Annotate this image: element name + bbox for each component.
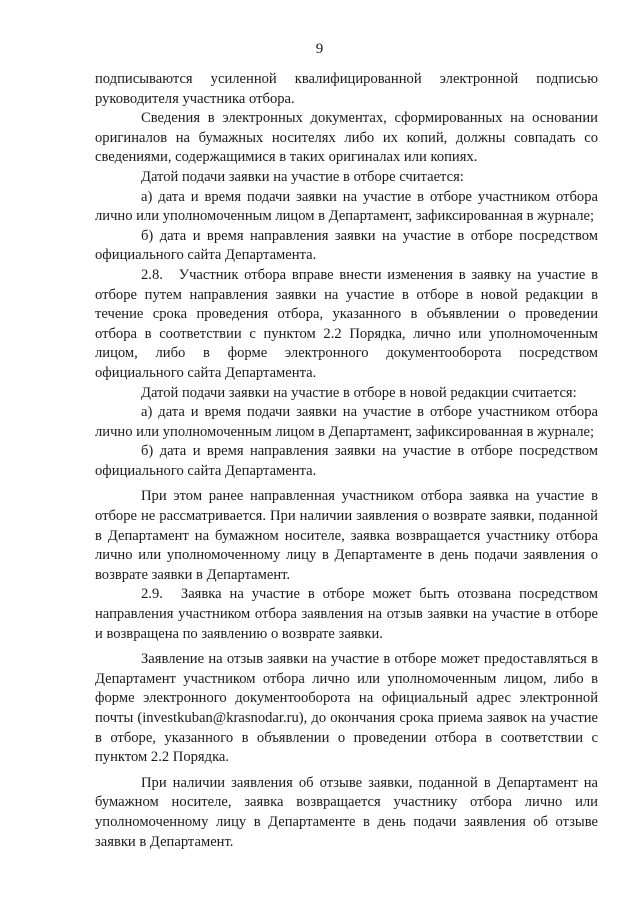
paragraph-clause-2-8 (95, 266, 598, 384)
paragraph-signature: подписываются усиленной квалифицированной электронной подписью руководителя участника отбора. (95, 71, 598, 107)
document-body (95, 70, 598, 852)
clause-number: 2.8. (141, 266, 163, 283)
paragraph-withdrawal-return: При наличии заявления об отзыве заявки, поданной в Департамент на бумажном носителе, заявка возвращается участнику отбора лично или уполномоченному лицу в Департаменте в день подачи заявления об отзыве заявки в Департамент. (95, 774, 598, 850)
clause-number: 2.9. (141, 586, 163, 603)
paragraph-item-b: б) дата и время направления заявки на участие в отборе посредством официального сайта Департамента. (95, 227, 598, 264)
paragraph-item-b-2: б) дата и время направления заявки на участие в отборе посредством официального сайта Департамента. (95, 443, 598, 479)
paragraph-item-a: а) дата и время подачи заявки на участие в отборе участником отбора лично или уполномоченным лицом в Департамент, зафиксированная в журнале; (95, 188, 598, 225)
paragraph-submission-date: Датой подачи заявки на участие в отборе считается: (141, 168, 464, 185)
paragraph-withdrawal-request: Заявление на отзыв заявки на участие в отборе может предоставляться в Департамент участником отбора лично или уполномоченным лицом, либо в форме электронного документооборота на официальный адрес электронной почты (investkuban@krasnodar.ru), до окончания срока приема заявок на участие в отборе, указанного в объявлении о проведении отбора в соответствии с пунктом 2.2 Порядка. (95, 651, 598, 766)
paragraph-electronic-documents: Сведения в электронных документах, сформированных на основании оригиналов на бумажных носителях либо их копий, должны совпадать со сведениями, содержащимися в таких оригиналах или копиях. (95, 110, 598, 166)
page-number: 9 (315, 41, 324, 57)
paragraph-previous-application: При этом ранее направленная участником отбора заявка на участие в отборе не рассматривается. При наличии заявления о возврате заявки, поданной в Департамент на бумажном носителе, заявка возвращается участнику отбора лично или уполномоченному лицу в Департаменте в день подачи заявления о возврате заявки в Департамент. (95, 488, 598, 583)
paragraph-new-edition-date: Датой подачи заявки на участие в отборе в новой редакции считается: (141, 384, 577, 401)
clause-text: Участник отбора вправе внести изменения в заявку на участие в отборе путем направления заявки на участие в отборе в новой редакции в течение срока проведения отбора, указанного в объявлении о проведении отбора в соответствии с пунктом 2.2 Порядка, лично или уполномоченным лицом, либо в форме электронного документооборота посредством официального сайта Департамента. (95, 266, 598, 381)
paragraph-clause-2-9 (95, 585, 598, 644)
paragraph-item-a-2: а) дата и время подачи заявки на участие в отборе участником отбора лично или уполномоченным лицом в Департамент, зафиксированная в журнале; (95, 404, 598, 440)
clause-text: Заявка на участие в отборе может быть отозвана посредством направления участником отбора заявления на отзыв заявки на участие в отборе и возвращена по заявлению о возврате заявки. (95, 586, 598, 642)
